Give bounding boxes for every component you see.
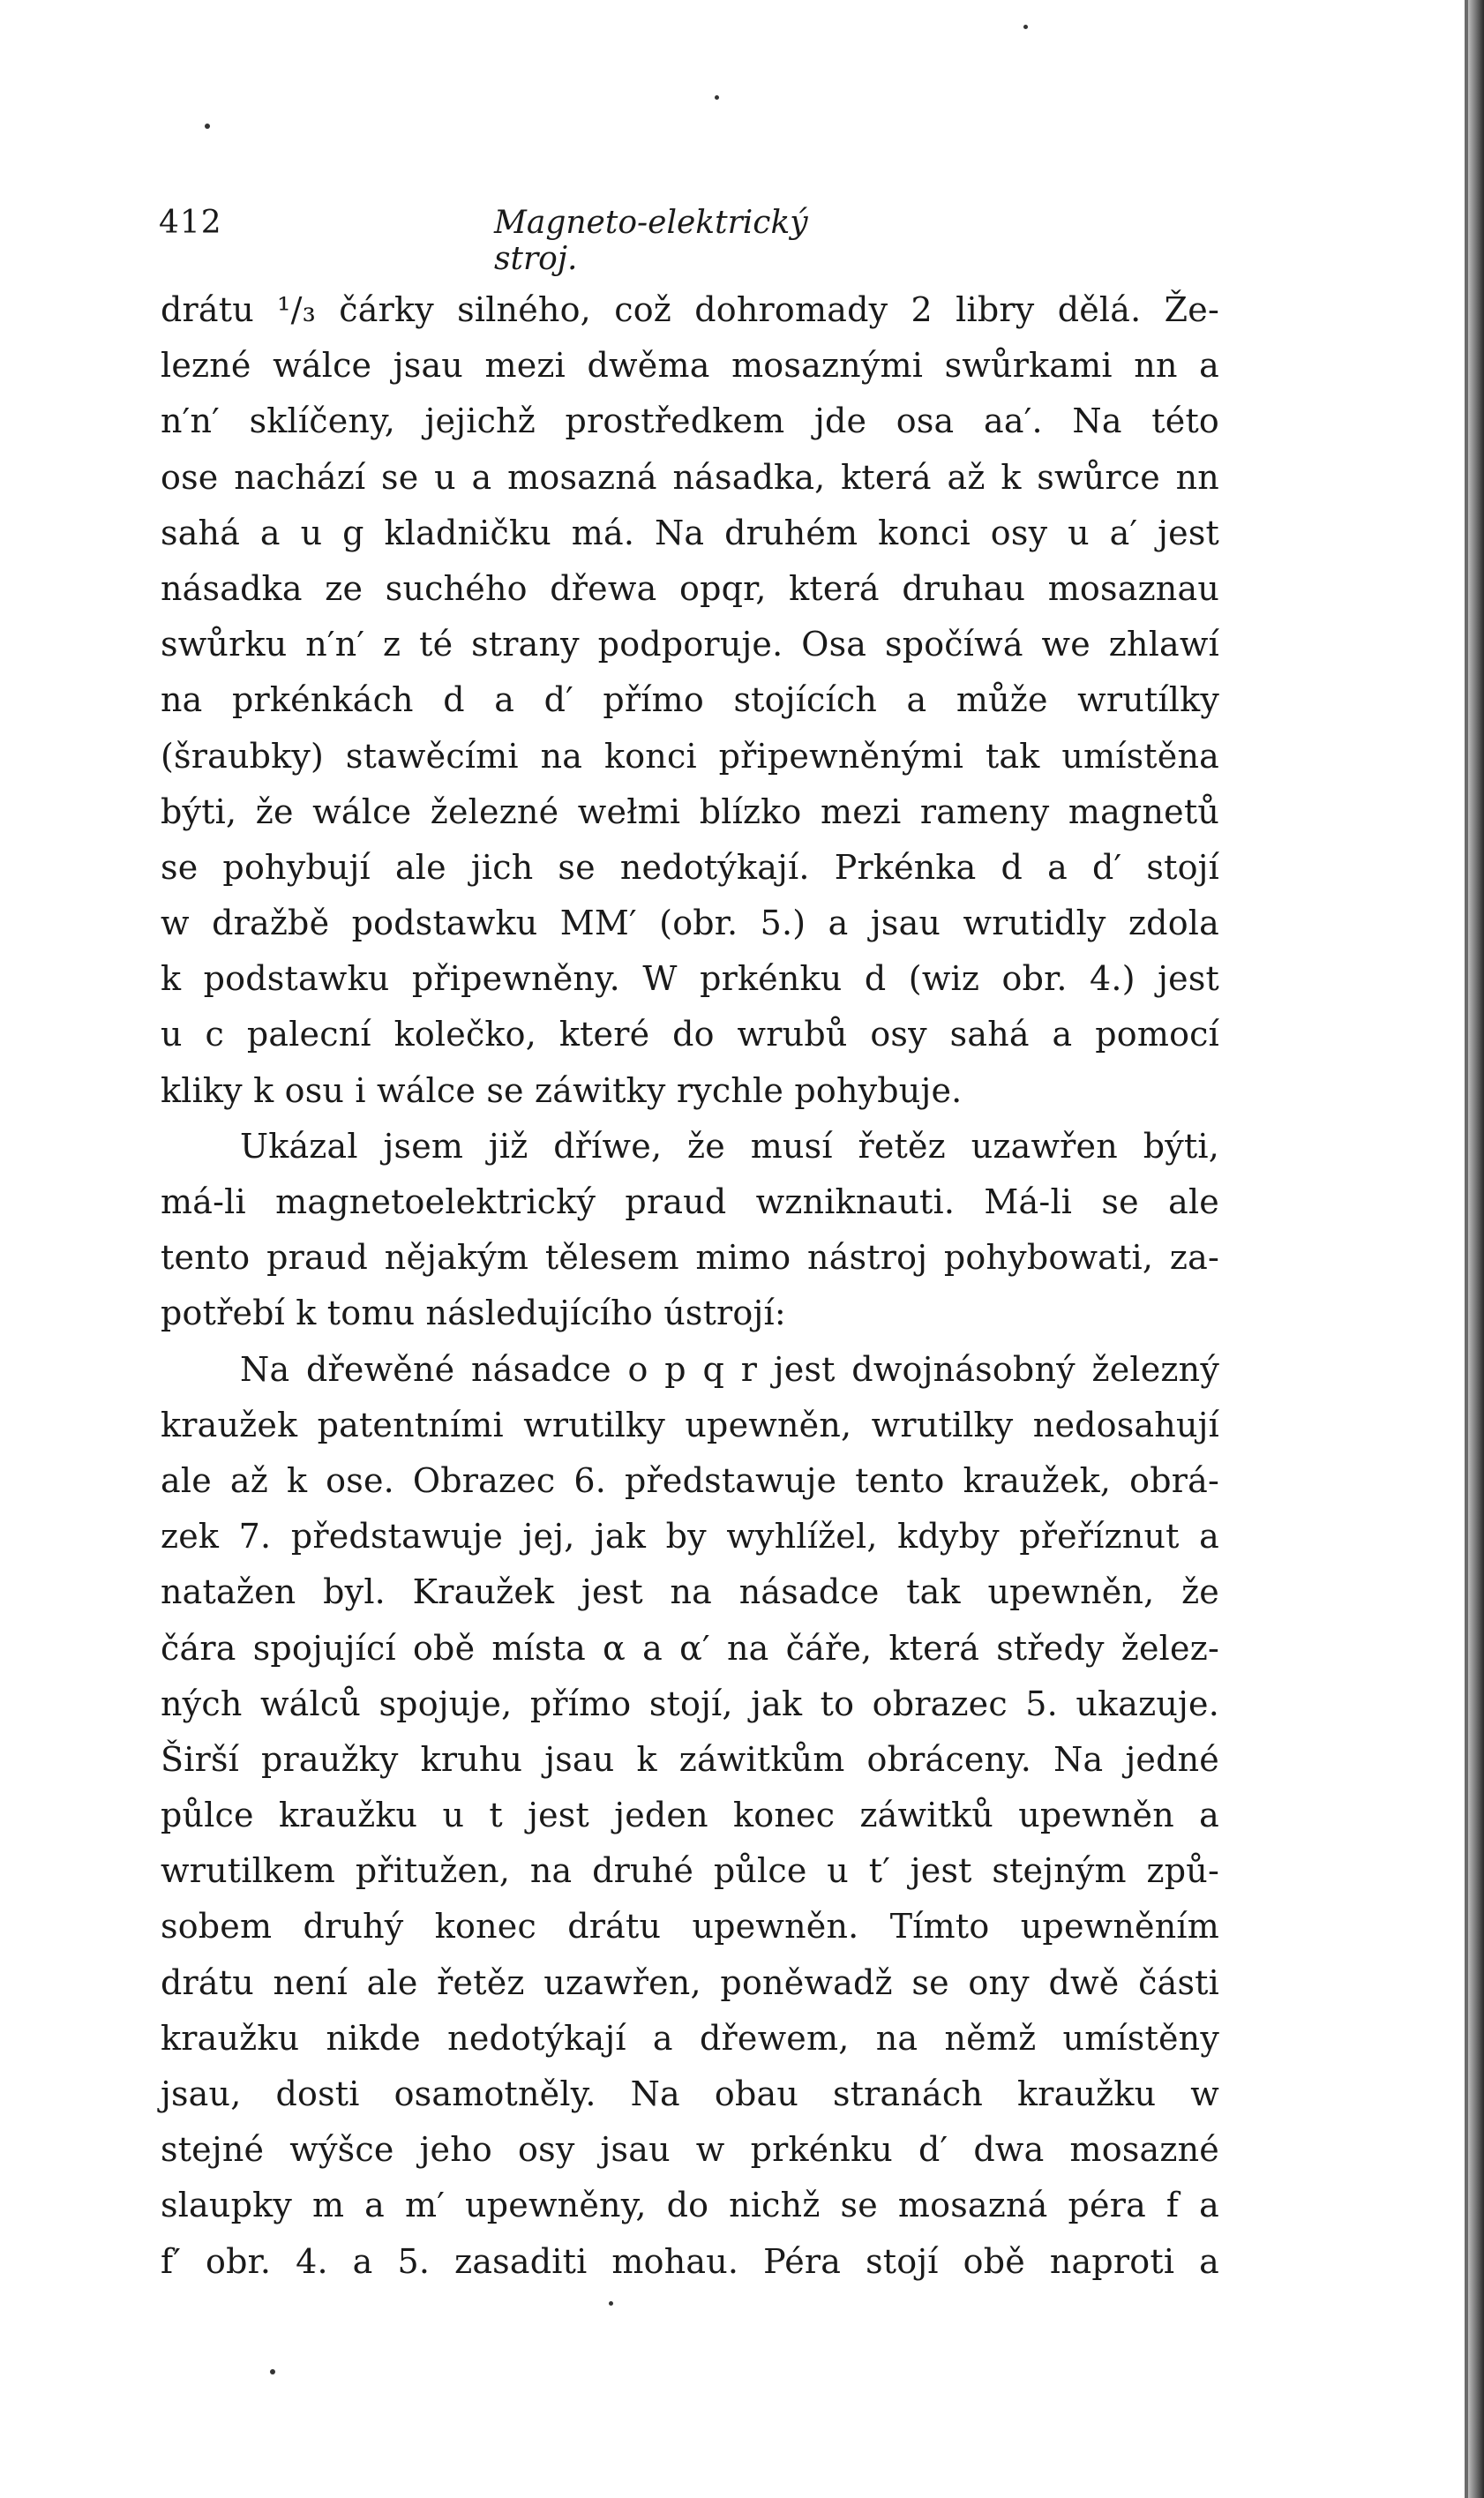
body-text [161,282,1219,2290]
scan-speck [270,2369,275,2374]
text-line: swůrku n′n′ z té strany podporuje. Osa spočíwá we zhlawí [161,625,1219,664]
scan-speck [1023,25,1028,29]
text-line: má-li magnetoelektrický praud wzniknauti. Má-li se ale [161,1182,1219,1221]
text-line: drátu ¹/₃ čárky silného, což dohromady 2 libry dělá. Že- [161,290,1219,329]
page-edge-shadow [1468,0,1484,2498]
text-line: ale až k ose. Obrazec 6. předstawuje tento kraužek, obrá- [161,1460,1219,1500]
scan-speck [715,95,719,100]
text-line: stejné wýšce jeho osy jsau w prkénku d′ dwa mosazné [161,2130,1219,2170]
text-line: natažen byl. Kraužek jest na násadce tak upewněn, že [161,1572,1219,1612]
text-line: ose nachází se u a mosazná násadka, která až k swůrce nn [161,457,1219,497]
text-line: jsau, dosti osamotněly. Na obau stranách kraužku w [161,2074,1219,2113]
text-line: Širší praužky kruhu jsau k záwitkům obráceny. Na jedné [161,1739,1219,1779]
running-title: Magneto-elektrický stroj. [494,205,808,277]
text-line: kraužku nikde nedotýkají a dřewem, na němž umístěny [161,2018,1219,2058]
text-line: čára spojující obě místa α a α′ na čáře, která středy želez- [161,1628,1219,1668]
page-header [159,205,900,277]
text-line: w dražbě podstawku MM′ (obr. 5.) a jsau wrutidly zdola [161,904,1219,943]
text-line: u c palecní kolečko, které do wrubů osy sahá a pomocí [161,1015,1219,1054]
text-line: wrutilkem přitužen, na druhé půlce u t′ jest stejným způ- [161,1851,1219,1891]
text-line: tento praud nějakým tělesem mimo nástroj pohybowati, za- [161,1238,1219,1278]
text-line: sahá a u g kladničku má. Na druhém konci osy u a′ jest [161,513,1219,552]
text-line: f′ obr. 4. a 5. zasaditi mohau. Péra stojí obě naproti a [161,2241,1219,2281]
text-line: k podstawku připewněny. W prkénku d (wiz obr. 4.) jest [161,959,1219,999]
text-line: násadka ze suchého dřewa opqr, která druhau mosaznau [161,568,1219,608]
text-line: sobem druhý konec drátu upewněn. Tímto upewněním [161,1907,1219,1947]
text-line: kraužek patentními wrutilky upewněn, wrutilky nedosahují [161,1405,1219,1444]
text-line: ných wálců spojuje, přímo stojí, jak to obrazec 5. ukazuje. [161,1684,1219,1723]
scan-speck [609,2301,613,2306]
text-line: se pohybují ale jich se nedotýkají. Prkénka d a d′ stojí [161,847,1219,887]
text-line: Na dřewěné násadce o p q r jest dwojnásobný železný [240,1349,1219,1389]
scan-speck [205,124,210,129]
text-line: na prkénkách d a d′ přímo stojících a může wrutílky [161,680,1219,720]
text-line: potřebí k tomu následujícího ústrojí: [161,1294,786,1333]
text-line: kliky k osu i wálce se záwitky rychle pohybuje. [161,1070,963,1110]
text-line: zek 7. předstawuje jej, jak by wyhlížel, kdyby přeříznut a [161,1517,1219,1557]
text-line: býti, že wálce železné wełmi blízko mezi rameny magnetů [161,791,1219,831]
text-line: lezné wálce jsau mezi dwěma mosaznými swůrkami nn a [161,346,1219,386]
text-line: půlce kraužku u t jest jeden konec záwitků upewněn a [161,1796,1219,1835]
page-number: 412 [159,205,222,241]
text-line: slaupky m a m′ upewněny, do nichž se mosazná péra f a [161,2186,1219,2225]
text-line: Ukázal jsem již dříwe, že musí řetěz uzawřen býti, [240,1126,1219,1166]
text-line: (šraubky) stawěcími na konci připewněnými tak umístěna [161,736,1219,776]
text-line: drátu není ale řetěz uzawřen, poněwadž se ony dwě části [161,1962,1219,2002]
text-line: n′n′ sklíčeny, jejichž prostředkem jde osa aa′. Na této [161,401,1219,441]
